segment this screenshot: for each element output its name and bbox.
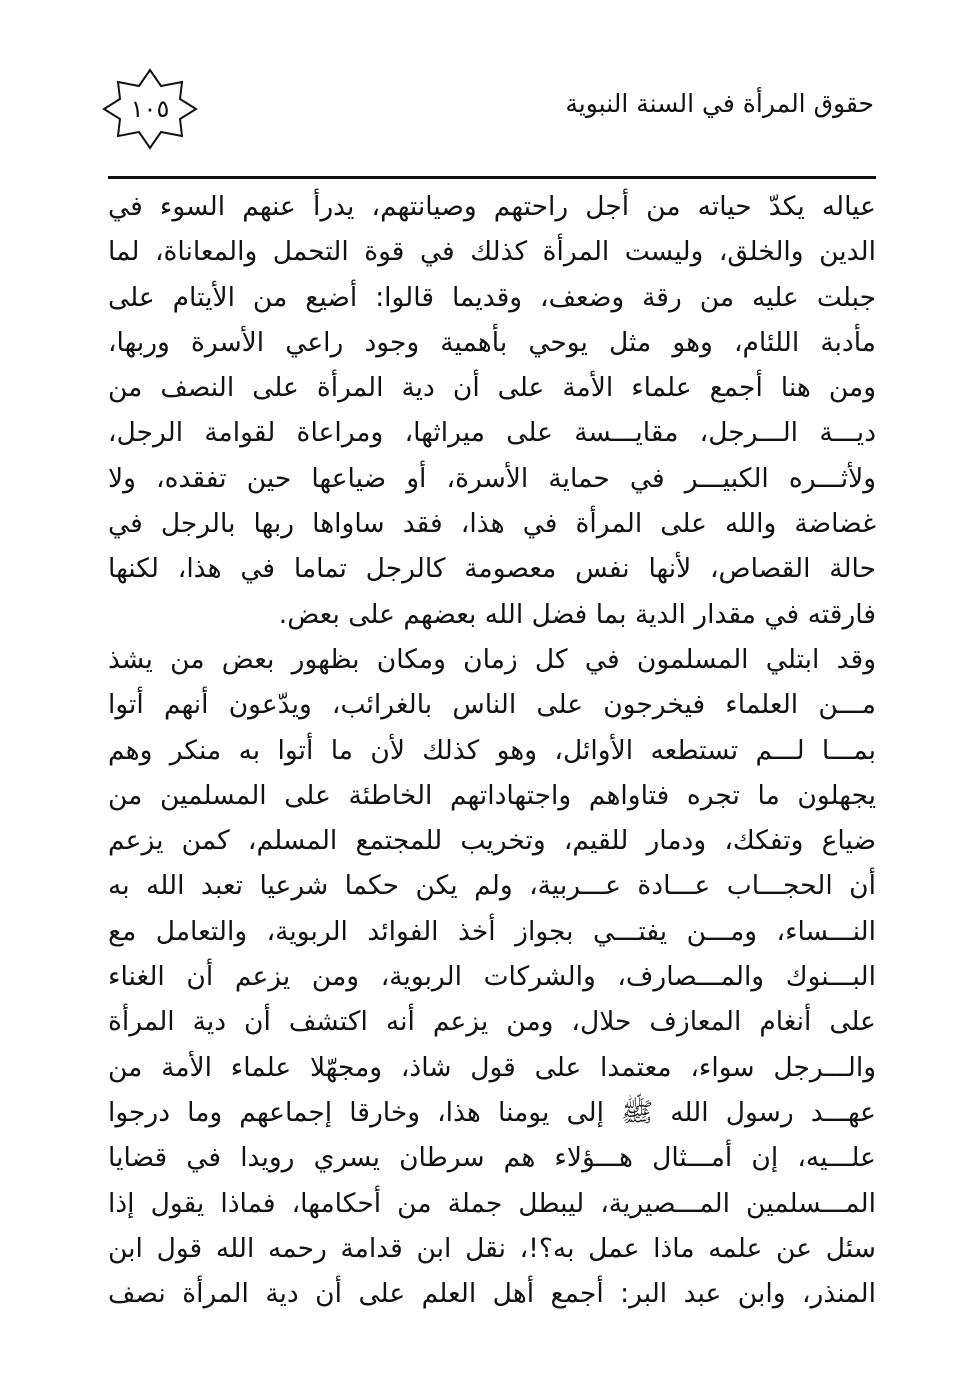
text-line: حالة القصاص، لأنها نفس معصومة كالرجل تماما في هذا، لكنها — [108, 553, 876, 585]
text-line: بمـــا لـــم تستطعه الأوائل، وهو كذلك لأن ما أتوا به منكر وهم — [108, 734, 876, 766]
text-line: وقد ابتلي المسلمون في كل زمان ومكان بظهور بعض من يشذ — [108, 643, 876, 675]
running-header-title: حقوق المرأة في السنة النبوية — [565, 89, 874, 118]
header-divider — [108, 176, 876, 179]
text-line: ديـــة الـــرجل، مقايـــسة على ميراثها، ومراعاة لقوامة الرجل، — [108, 417, 876, 449]
text-line: على أنغام المعازف حلال، ومن يزعم أنه اكتشف أن دية المرأة — [108, 1006, 876, 1038]
paragraph-end-line: فارقته في مقدار الدية بما فضل الله بعضهم على بعض. — [278, 598, 876, 630]
text-line: المـــسلمين المـــصيرية، ليبطل جملة من أحكامها، فماذا يقول إذا — [108, 1187, 876, 1219]
page-number-badge — [102, 66, 198, 152]
text-line: مأدبة اللئام، وهو مثل يوحي بأهمية وجود راعي الأسرة وربها، — [108, 326, 876, 358]
text-line: ولأثـــره الكبيـــر في حماية الأسرة، أو ضياعها حين تفقده، ولا — [108, 462, 876, 494]
text-line: عهـــد رسول الله ﷺ إلى يومنا هذا، وخارقا إجماعهم وما درجوا — [108, 1096, 876, 1128]
text-line: عياله يكدّ حياته من أجل راحتهم وصيانتهم، يدرأ عنهم السوء في — [108, 191, 876, 222]
text-line: ضياع وتفكك، ودمار للقيم، وتخريب للمجتمع المسلم، كمن يزعم — [108, 825, 876, 857]
text-line: أن الحجـــاب عـــادة عـــربية، ولم يكن حكما شرعيا تعبد الله به — [108, 870, 876, 902]
text-line: البـــنوك والمـــصارف، والشركات الربوية، ومن يزعم أن الغناء — [108, 961, 876, 993]
page-number: ١٠٥ — [130, 95, 170, 123]
text-line: علـــيه، إن أمـــثال هـــؤلاء هم سرطان يسري رويدا في قضايا — [108, 1142, 876, 1174]
text-line: جبلت عليه من رقة وضعف، وقديما قالوا: أضيع من الأيتام على — [108, 281, 876, 313]
text-line: مـــن العلماء فيخرجون على الناس بالغرائب، ويدّعون أنهم أتوا — [108, 689, 876, 721]
text-line: غضاضة والله على المرأة في هذا، فقد ساواها ربها بالرجل في — [108, 508, 876, 540]
text-line: ومن هنا أجمع علماء الأمة على أن دية المرأة على النصف من — [108, 372, 876, 404]
text-line: النـــساء، ومـــن يفتـــي بجواز أخذ الفوائد الربوية، والتعامل مع — [108, 915, 876, 947]
text-line: والـــرجل سواء، معتمدا على قول شاذ، ومجهّلا علماء الأمة من — [108, 1051, 876, 1083]
text-line: المنذر، وابن عبد البر: أجمع أهل العلم على أن دية المرأة نصف — [108, 1278, 876, 1310]
body-text — [108, 184, 876, 1316]
text-line: الدين والخلق، وليست المرأة كذلك في قوة التحمل والمعاناة، لما — [108, 236, 876, 268]
text-line: يجهلون ما تجره فتاواهم واجتهاداتهم الخاطئة على المسلمين من — [108, 779, 876, 811]
text-line: سئل عن علمه ماذا عمل به؟!، نقل ابن قدامة رحمه الله قول ابن — [108, 1232, 876, 1264]
